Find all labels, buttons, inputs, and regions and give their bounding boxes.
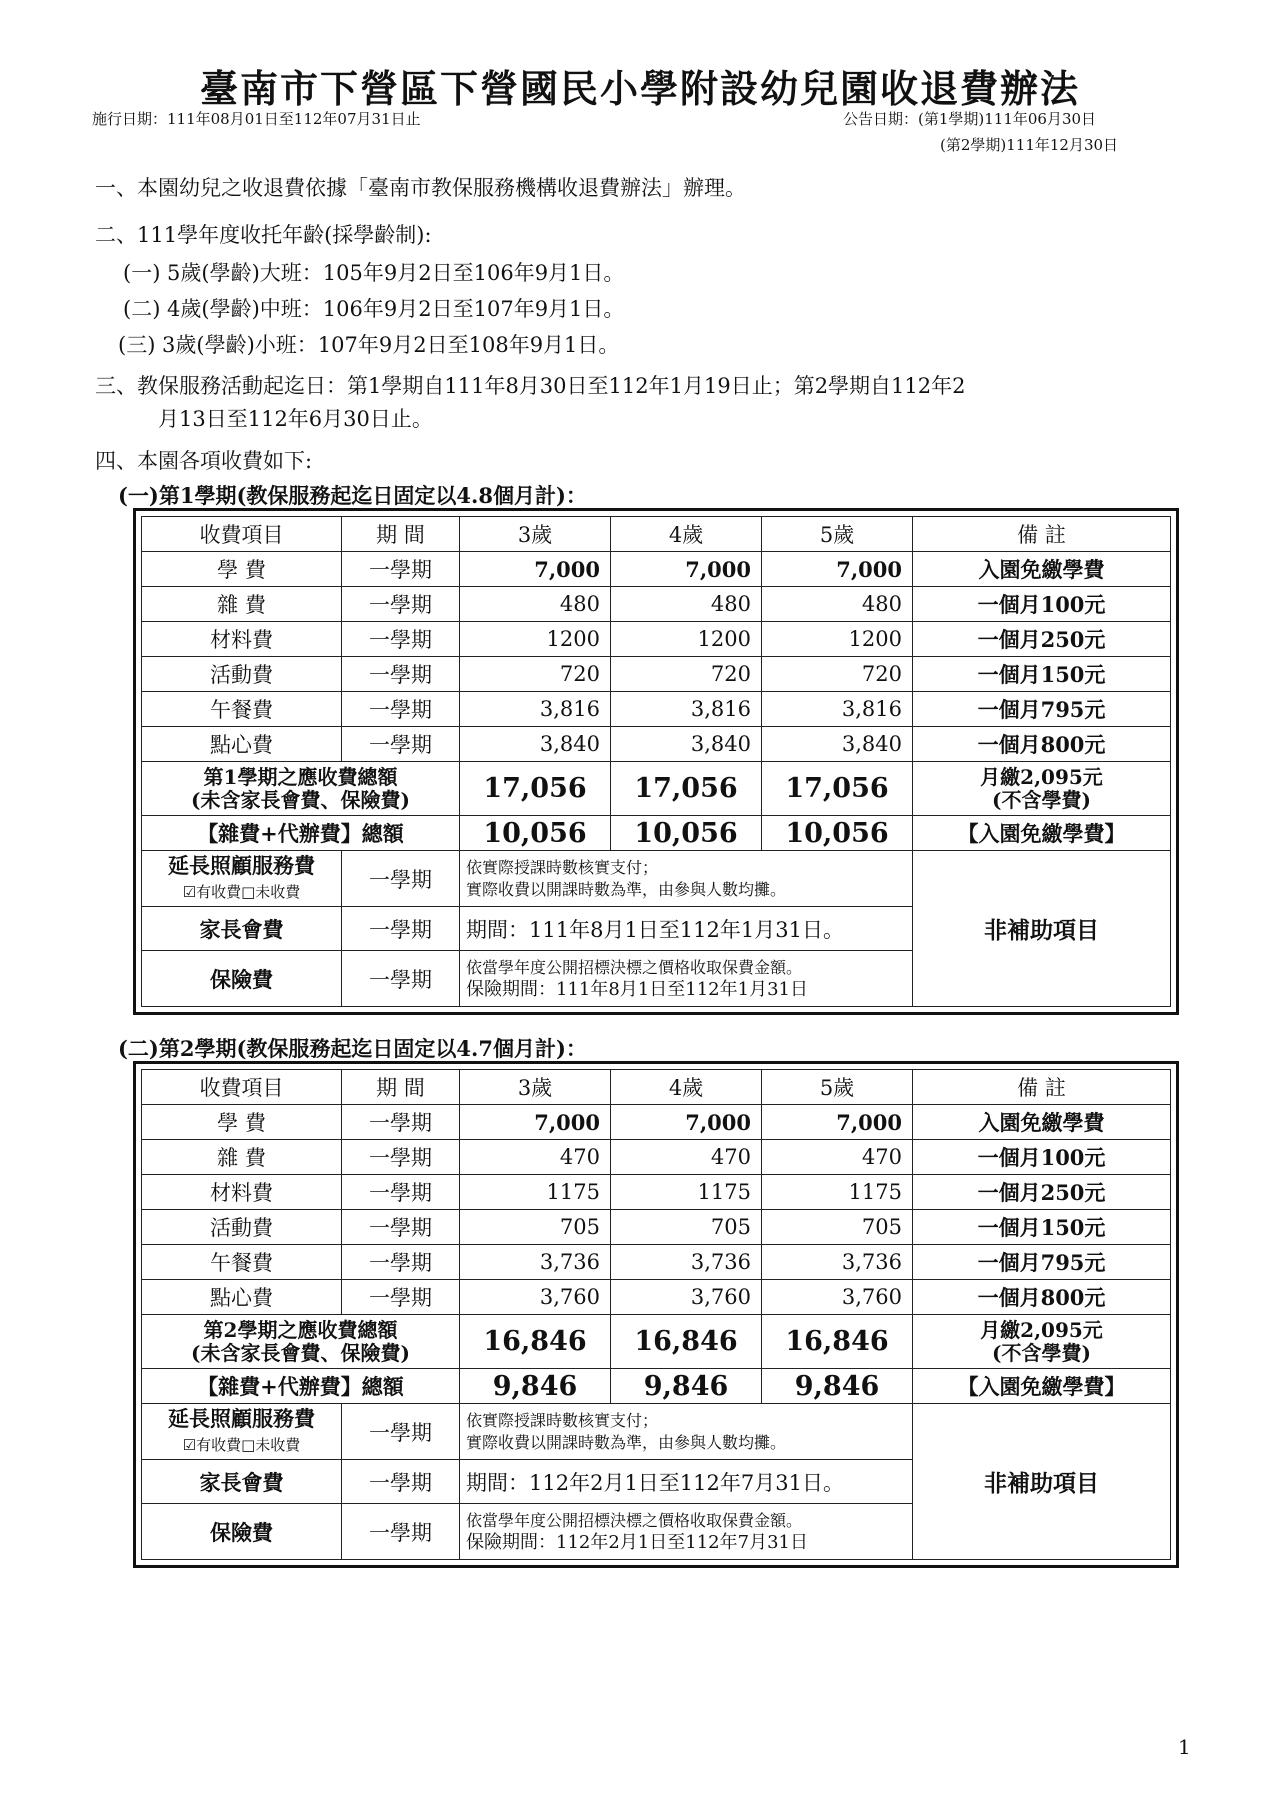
fee-4yr: 1200: [611, 622, 762, 657]
fee-note: 一個月800元: [913, 1280, 1171, 1315]
misc-total-5yr: 9,846: [762, 1369, 913, 1404]
fee-period: 一學期: [342, 1280, 460, 1315]
misc-total-label: 【雜費+代辦費】總額: [142, 816, 460, 851]
table-row: [142, 1245, 1171, 1280]
fee-3yr: 3,840: [460, 727, 611, 762]
fee-note: 一個月250元: [913, 1175, 1171, 1210]
total-3yr: 17,056: [460, 762, 611, 816]
misc-total-label: 【雜費+代辦費】總額: [142, 1369, 460, 1404]
parent-fee-period: 一學期: [342, 1460, 460, 1504]
parent-fee-period: 一學期: [342, 907, 460, 951]
fee-period: 一學期: [342, 1245, 460, 1280]
table-row: [142, 657, 1171, 692]
fee-5yr: 480: [762, 587, 913, 622]
fee-period: 一學期: [342, 1175, 460, 1210]
insurance-label: 保險費: [142, 1504, 342, 1560]
extended-care-row: [142, 1404, 1171, 1460]
insurance-period: 一學期: [342, 951, 460, 1007]
fee-item: 雜 費: [142, 1140, 342, 1175]
non-subsidized-note: 非補助項目: [913, 851, 1171, 1007]
total-row: [142, 1315, 1171, 1369]
effective-dates: 施行日期：111年08月01日至112年07月31日止: [92, 110, 421, 128]
semester-2-heading: (二)第2學期(教保服務起迄日固定以4.7個月計)：: [118, 1036, 587, 1061]
fee-3yr: 7,000: [460, 552, 611, 587]
clause-3-line-2: 月13日至112年6月30日止。: [158, 407, 433, 431]
parent-fee-label: 家長會費: [142, 907, 342, 951]
header-cell: 備 註: [913, 517, 1171, 552]
fee-3yr: 705: [460, 1210, 611, 1245]
fee-3yr: 7,000: [460, 1105, 611, 1140]
age-line-3: (三) 3歲(學齡)小班：107年9月2日至108年9月1日。: [118, 333, 620, 357]
fee-note: 一個月150元: [913, 1210, 1171, 1245]
fee-3yr: 480: [460, 587, 611, 622]
fee-4yr: 720: [611, 657, 762, 692]
misc-total-row: [142, 1369, 1171, 1404]
table-row: [142, 1105, 1171, 1140]
fee-5yr: 705: [762, 1210, 913, 1245]
extended-care-label: 延長照顧服務費 ☑有收費□未收費: [142, 1404, 342, 1460]
header-cell: 期 間: [342, 517, 460, 552]
fee-note: 一個月800元: [913, 727, 1171, 762]
header-cell: 4歲: [611, 1070, 762, 1105]
table-row: [142, 692, 1171, 727]
fee-note: 入園免繳學費: [913, 1105, 1171, 1140]
non-subsidized-note: 非補助項目: [913, 1404, 1171, 1560]
extended-care-desc: 依實際授課時數核實支付； 實際收費以開課時數為準，由參與人數均攤。: [460, 851, 913, 907]
insurance-period: 一學期: [342, 1504, 460, 1560]
total-row: [142, 762, 1171, 816]
fee-4yr: 3,736: [611, 1245, 762, 1280]
misc-total-row: [142, 816, 1171, 851]
insurance-desc: 依當學年度公開招標決標之價格收取保費金額。 保險期間：111年8月1日至112年1月31日: [460, 951, 913, 1007]
extended-care-period: 一學期: [342, 1404, 460, 1460]
semester-2-fee-table: [133, 1061, 1179, 1568]
misc-total-4yr: 9,846: [611, 1369, 762, 1404]
fee-period: 一學期: [342, 692, 460, 727]
fee-period: 一學期: [342, 727, 460, 762]
misc-total-note: 【入園免繳學費】: [913, 816, 1171, 851]
fee-5yr: 1200: [762, 622, 913, 657]
fee-note: 一個月250元: [913, 622, 1171, 657]
age-line-2: (二) 4歲(學齡)中班：106年9月2日至107年9月1日。: [123, 297, 625, 321]
fee-item: 學 費: [142, 1105, 342, 1140]
header-cell: 收費項目: [142, 1070, 342, 1105]
table-row: [142, 1210, 1171, 1245]
total-5yr: 17,056: [762, 762, 913, 816]
fee-4yr: 3,760: [611, 1280, 762, 1315]
clause-4: 四、本園各項收費如下:: [95, 449, 313, 473]
fee-item: 雜 費: [142, 587, 342, 622]
extended-care-label: 延長照顧服務費 ☑有收費□未收費: [142, 851, 342, 907]
misc-total-5yr: 10,056: [762, 816, 913, 851]
fee-item: 午餐費: [142, 692, 342, 727]
header-cell: 3歲: [460, 1070, 611, 1105]
fee-note: 一個月100元: [913, 1140, 1171, 1175]
charge-checkbox: ☑有收費□未收費: [182, 1435, 301, 1454]
fee-5yr: 7,000: [762, 552, 913, 587]
table-row: [142, 727, 1171, 762]
parent-fee-label: 家長會費: [142, 1460, 342, 1504]
misc-total-3yr: 9,846: [460, 1369, 611, 1404]
parent-fee-desc: 期間：111年8月1日至112年1月31日。: [460, 907, 913, 951]
charge-checkbox: ☑有收費□未收費: [182, 882, 301, 901]
fee-4yr: 3,816: [611, 692, 762, 727]
parent-fee-desc: 期間：112年2月1日至112年7月31日。: [460, 1460, 913, 1504]
fee-4yr: 1175: [611, 1175, 762, 1210]
fee-item: 點心費: [142, 1280, 342, 1315]
table-row: [142, 1280, 1171, 1315]
table-header-row: [142, 1070, 1171, 1105]
fee-3yr: 3,760: [460, 1280, 611, 1315]
fee-4yr: 7,000: [611, 1105, 762, 1140]
clause-3-line-1: 三、教保服務活動起迄日：第1學期自111年8月30日至112年1月19日止；第2學期自112年2: [95, 374, 966, 398]
semester-1-fee-table: [133, 508, 1179, 1015]
fee-3yr: 720: [460, 657, 611, 692]
fee-note: 一個月795元: [913, 692, 1171, 727]
fee-item: 點心費: [142, 727, 342, 762]
misc-total-note: 【入園免繳學費】: [913, 1369, 1171, 1404]
fee-item: 午餐費: [142, 1245, 342, 1280]
table-row: [142, 552, 1171, 587]
age-line-1: (一) 5歲(學齡)大班：105年9月2日至106年9月1日。: [123, 261, 625, 285]
fee-5yr: 3,840: [762, 727, 913, 762]
fee-4yr: 7,000: [611, 552, 762, 587]
fee-note: 一個月100元: [913, 587, 1171, 622]
fee-period: 一學期: [342, 1210, 460, 1245]
fee-3yr: 1175: [460, 1175, 611, 1210]
semester-1-heading: (一)第1學期(教保服務起迄日固定以4.8個月計)：: [118, 483, 587, 508]
fee-3yr: 3,816: [460, 692, 611, 727]
total-note: 月繳2,095元 (不含學費): [913, 1315, 1171, 1369]
fee-period: 一學期: [342, 622, 460, 657]
announce-date-2: (第2學期)111年12月30日: [940, 136, 1119, 154]
header-cell: 期 間: [342, 1070, 460, 1105]
table-row: [142, 587, 1171, 622]
insurance-desc: 依當學年度公開招標決標之價格收取保費金額。 保險期間：112年2月1日至112年7月31日: [460, 1504, 913, 1560]
total-label: 第2學期之應收費總額 (未含家長會費、保險費): [142, 1315, 460, 1369]
fee-note: 一個月150元: [913, 657, 1171, 692]
total-4yr: 17,056: [611, 762, 762, 816]
fee-period: 一學期: [342, 552, 460, 587]
announce-date-1: 公告日期：(第1學期)111年06月30日: [843, 110, 1097, 128]
header-cell: 5歲: [762, 517, 913, 552]
misc-total-3yr: 10,056: [460, 816, 611, 851]
fee-4yr: 705: [611, 1210, 762, 1245]
clause-1: 一、本園幼兒之收退費依據「臺南市教保服務機構收退費辦法」辦理。: [95, 176, 746, 200]
fee-5yr: 3,816: [762, 692, 913, 727]
fee-note: 一個月795元: [913, 1245, 1171, 1280]
extended-care-desc: 依實際授課時數核實支付； 實際收費以開課時數為準，由參與人數均攤。: [460, 1404, 913, 1460]
table-row: [142, 1175, 1171, 1210]
fee-3yr: 1200: [460, 622, 611, 657]
fee-period: 一學期: [342, 1105, 460, 1140]
fee-period: 一學期: [342, 587, 460, 622]
fee-3yr: 470: [460, 1140, 611, 1175]
fee-period: 一學期: [342, 657, 460, 692]
total-label: 第1學期之應收費總額 (未含家長會費、保險費): [142, 762, 460, 816]
fee-3yr: 3,736: [460, 1245, 611, 1280]
insurance-label: 保險費: [142, 951, 342, 1007]
extended-care-row: [142, 851, 1171, 907]
misc-total-4yr: 10,056: [611, 816, 762, 851]
fee-period: 一學期: [342, 1140, 460, 1175]
fee-5yr: 7,000: [762, 1105, 913, 1140]
fee-item: 活動費: [142, 657, 342, 692]
fee-5yr: 470: [762, 1140, 913, 1175]
fee-4yr: 480: [611, 587, 762, 622]
table-row: [142, 622, 1171, 657]
total-5yr: 16,846: [762, 1315, 913, 1369]
extended-care-period: 一學期: [342, 851, 460, 907]
fee-note: 入園免繳學費: [913, 552, 1171, 587]
fee-5yr: 1175: [762, 1175, 913, 1210]
header-cell: 3歲: [460, 517, 611, 552]
document-title: 臺南市下營區下營國民小學附設幼兒園收退費辦法: [199, 66, 1080, 111]
fee-5yr: 3,760: [762, 1280, 913, 1315]
header-cell: 收費項目: [142, 517, 342, 552]
fee-item: 活動費: [142, 1210, 342, 1245]
header-cell: 5歲: [762, 1070, 913, 1105]
clause-2: 二、111學年度收托年齡(採學齡制):: [95, 223, 432, 247]
fee-4yr: 3,840: [611, 727, 762, 762]
header-cell: 4歲: [611, 517, 762, 552]
fee-4yr: 470: [611, 1140, 762, 1175]
header-cell: 備 註: [913, 1070, 1171, 1105]
page-number: 1: [1178, 1735, 1191, 1759]
total-3yr: 16,846: [460, 1315, 611, 1369]
fee-item: 學 費: [142, 552, 342, 587]
fee-5yr: 3,736: [762, 1245, 913, 1280]
fee-5yr: 720: [762, 657, 913, 692]
fee-item: 材料費: [142, 1175, 342, 1210]
total-4yr: 16,846: [611, 1315, 762, 1369]
fee-item: 材料費: [142, 622, 342, 657]
table-header-row: [142, 517, 1171, 552]
table-row: [142, 1140, 1171, 1175]
total-note: 月繳2,095元 (不含學費): [913, 762, 1171, 816]
